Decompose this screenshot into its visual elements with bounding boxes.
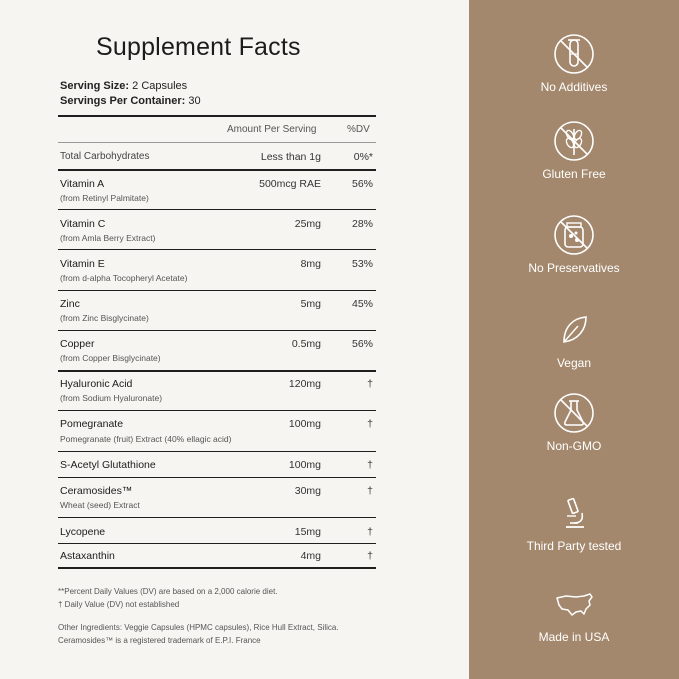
row-dv-vitamin-c: 28% (351, 218, 373, 230)
row-name-hyaluronic-acid: Hyaluronic Acid (60, 378, 133, 390)
row-name-vitamin-a: Vitamin A (60, 178, 105, 190)
feature-gluten-free (469, 119, 679, 181)
row-divider (58, 477, 376, 478)
features-sidebar (469, 0, 679, 679)
feature-label: Made in USA (538, 630, 610, 644)
row-dv-lycopene: † (367, 526, 373, 538)
column-amount-header: Amount Per Serving (227, 124, 317, 135)
row-divider (58, 290, 376, 291)
row-sub-zinc: (from Zinc Bisglycinate) (60, 313, 149, 323)
row-sub-pomegranate: Pomegranate (fruit) Extract (40% ellagic acid) (60, 434, 232, 444)
row-amount-pomegranate: 100mg (288, 418, 321, 430)
row-dv-vitamin-e: 53% (351, 258, 373, 270)
other-ingredients (58, 621, 339, 647)
serving-size (60, 80, 187, 92)
row-dv-s-acetyl-glutathione: † (367, 459, 373, 471)
row-divider (58, 543, 376, 544)
row-name-total-carbohydrates: Total Carbohydrates (60, 151, 150, 162)
row-amount-astaxanthin: 4mg (300, 550, 321, 562)
feature-label: Third Party tested (526, 539, 622, 553)
row-sub-vitamin-a: (from Retinyl Palmitate) (60, 193, 149, 203)
row-dv-hyaluronic-acid: † (367, 378, 373, 390)
row-amount-vitamin-c: 25mg (294, 218, 321, 230)
feature-label: Vegan (556, 356, 592, 370)
bottom-rule (58, 567, 376, 569)
row-name-vitamin-c: Vitamin C (60, 218, 106, 230)
feature-label: Non-GMO (546, 439, 602, 453)
footnotes (58, 585, 278, 611)
row-divider (58, 249, 376, 250)
row-sub-vitamin-c: (from Amla Berry Extract) (60, 233, 156, 243)
test-tube-crossed-icon (552, 32, 596, 76)
row-amount-total-carbohydrates: Less than 1g (260, 151, 321, 163)
trademark-text: Ceramosides™ is a registered trademark of E.P.I. France (58, 636, 261, 645)
row-sub-copper: (from Copper Bisglycinate) (60, 353, 161, 363)
serving-size-value: 2 Capsules (132, 80, 188, 92)
feature-vegan (469, 308, 679, 370)
divider-thick (58, 169, 376, 171)
row-sub-hyaluronic-acid: (from Sodium Hyaluronate) (60, 393, 163, 403)
row-name-copper: Copper (60, 338, 95, 350)
leaf-icon (552, 308, 596, 352)
row-dv-vitamin-a: 56% (351, 178, 373, 190)
row-divider (58, 410, 376, 411)
row-dv-total-carbohydrates: 0%* (353, 151, 373, 163)
row-divider (58, 330, 376, 331)
feature-no-additives (469, 32, 679, 94)
wheat-crossed-icon (552, 119, 596, 163)
row-name-ceramosides: Ceramosides™ (60, 485, 133, 497)
feature-no-preservatives (469, 213, 679, 275)
flask-crossed-icon (552, 391, 596, 435)
row-amount-zinc: 5mg (300, 298, 321, 310)
row-divider (58, 517, 376, 518)
row-amount-ceramosides: 30mg (294, 485, 321, 497)
footnote-dagger: † Daily Value (DV) not established (58, 600, 180, 609)
footnote-dv: **Percent Daily Values (DV) are based on a 2,000 calorie diet. (58, 587, 278, 596)
row-name-pomegranate: Pomegranate (60, 418, 124, 430)
row-amount-lycopene: 15mg (294, 526, 321, 538)
feature-made-in-usa (469, 582, 679, 644)
row-dv-copper: 56% (351, 338, 373, 350)
row-name-vitamin-e: Vitamin E (60, 258, 105, 270)
other-ingredients-text: Other Ingredients: Veggie Capsules (HPMC capsules), Rice Hull Extract, Silica. (58, 623, 339, 632)
header-divider (58, 142, 376, 143)
row-name-astaxanthin: Astaxanthin (60, 550, 115, 562)
top-rule (58, 115, 376, 117)
row-divider (58, 451, 376, 452)
divider-thick (58, 370, 376, 372)
feature-label: Gluten Free (542, 167, 606, 181)
feature-non-gmo (469, 391, 679, 453)
feature-label: No Preservatives (528, 261, 620, 275)
row-dv-zinc: 45% (351, 298, 373, 310)
row-divider (58, 209, 376, 210)
servings-label: Servings Per Container: (60, 95, 186, 107)
microscope-icon (552, 491, 596, 535)
row-amount-vitamin-a: 500mcg RAE (259, 178, 321, 190)
row-amount-hyaluronic-acid: 120mg (288, 378, 321, 390)
serving-size-label: Serving Size: (60, 80, 130, 92)
page-title: Supplement Facts (96, 33, 301, 61)
row-dv-ceramosides: † (367, 485, 373, 497)
row-dv-astaxanthin: † (367, 550, 373, 562)
row-amount-copper: 0.5mg (291, 338, 321, 350)
row-sub-vitamin-e: (from d-alpha Tocopheryl Acetate) (60, 273, 188, 283)
row-amount-vitamin-e: 8mg (300, 258, 321, 270)
servings-per-container (60, 95, 201, 107)
row-name-lycopene: Lycopene (60, 526, 106, 538)
feature-label: No Additives (540, 80, 608, 94)
row-amount-s-acetyl-glutathione: 100mg (288, 459, 321, 471)
jar-crossed-icon (552, 213, 596, 257)
column-dv-header: %DV (347, 124, 370, 135)
row-name-zinc: Zinc (60, 298, 80, 310)
feature-third-party-tested (469, 491, 679, 553)
row-dv-pomegranate: † (367, 418, 373, 430)
row-name-s-acetyl-glutathione: S-Acetyl Glutathione (60, 459, 156, 471)
row-sub-ceramosides: Wheat (seed) Extract (60, 500, 140, 510)
usa-map-icon (552, 582, 596, 626)
servings-value: 30 (188, 95, 201, 107)
